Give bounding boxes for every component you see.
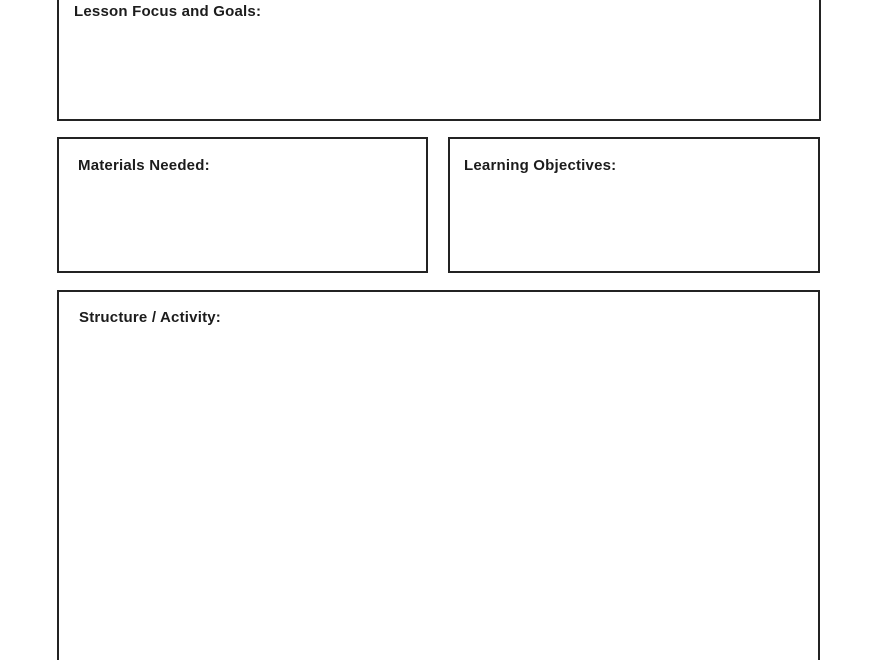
learning-objectives-label: Learning Objectives: <box>464 157 617 174</box>
structure-activity-label: Structure / Activity: <box>79 309 222 326</box>
structure-activity-box <box>57 290 820 660</box>
materials-needed-label: Materials Needed: <box>78 157 210 174</box>
materials-needed-box <box>57 137 428 273</box>
lesson-focus-label: Lesson Focus and Goals: <box>74 3 262 20</box>
lesson-focus-box <box>57 0 821 121</box>
learning-objectives-box <box>448 137 820 273</box>
